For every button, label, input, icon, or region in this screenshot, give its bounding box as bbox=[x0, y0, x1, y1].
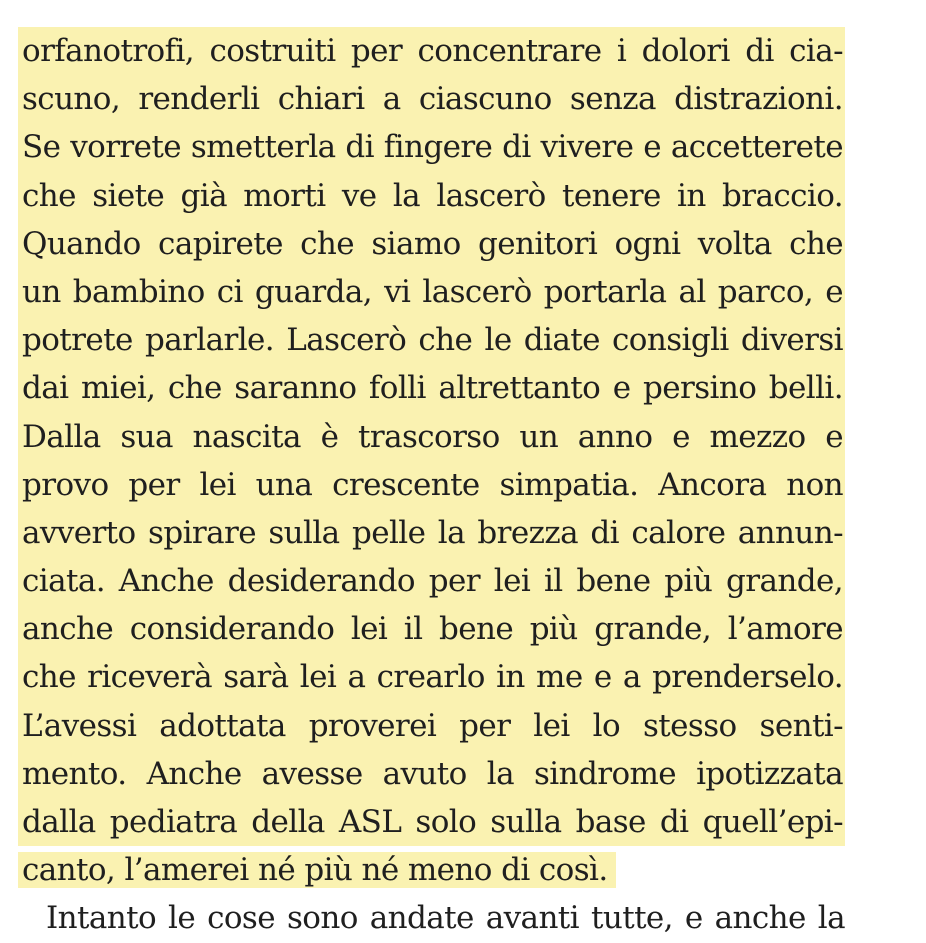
highlighted-text-line[interactable]: ciata. Anche desiderando per lei il bene più grande, bbox=[18, 557, 845, 605]
highlighted-text-line[interactable]: L’avessi adottata proverei per lei lo stesso senti- bbox=[18, 702, 845, 750]
highlighted-text-line[interactable]: Se vorrete smetterla di fingere di vivere e accetterete bbox=[18, 123, 845, 171]
highlight-end-span[interactable]: canto, l’amerei né più né meno di così. bbox=[18, 852, 616, 888]
highlighted-text-line[interactable]: scuno, renderli chiari a ciascuno senza distrazioni. bbox=[18, 75, 845, 123]
highlighted-text-line[interactable]: mento. Anche avesse avuto la sindrome ipotizzata bbox=[18, 750, 845, 798]
highlighted-text-line[interactable]: avverto spirare sulla pelle la brezza di calore annun- bbox=[18, 509, 845, 557]
highlighted-text-line[interactable]: che siete già morti ve la lascerò tenere in braccio. bbox=[18, 172, 845, 220]
highlighted-text-line[interactable]: provo per lei una crescente simpatia. Ancora non bbox=[18, 461, 845, 509]
highlighted-text-line-end bbox=[18, 846, 845, 894]
highlighted-text-line[interactable]: che riceverà sarà lei a crearlo in me e a prenderselo. bbox=[18, 653, 845, 701]
reading-page-text-column bbox=[18, 23, 845, 943]
highlighted-text-line[interactable]: potrete parlarle. Lascerò che le diate consigli diversi bbox=[18, 316, 845, 364]
highlighted-text-line[interactable]: Dalla sua nascita è trascorso un anno e mezzo e bbox=[18, 413, 845, 461]
highlighted-text-line[interactable]: dai miei, che saranno folli altrettanto e persino belli. bbox=[18, 364, 845, 412]
highlighted-text-line[interactable]: orfanotrofi, costruiti per concentrare i dolori di cia- bbox=[18, 27, 845, 75]
highlighted-text-line[interactable]: un bambino ci guarda, vi lascerò portarla al parco, e bbox=[18, 268, 845, 316]
highlighted-text-line[interactable]: Quando capirete che siamo genitori ogni volta che bbox=[18, 220, 845, 268]
highlighted-text-line[interactable]: dalla pediatra della ASL solo sulla base di quell’epi- bbox=[18, 798, 845, 846]
next-paragraph-partial-line: Intanto le cose sono andate avanti tutte, e anche la bbox=[46, 900, 845, 937]
highlighted-text-line[interactable]: anche considerando lei il bene più grande, l’amore bbox=[18, 605, 845, 653]
